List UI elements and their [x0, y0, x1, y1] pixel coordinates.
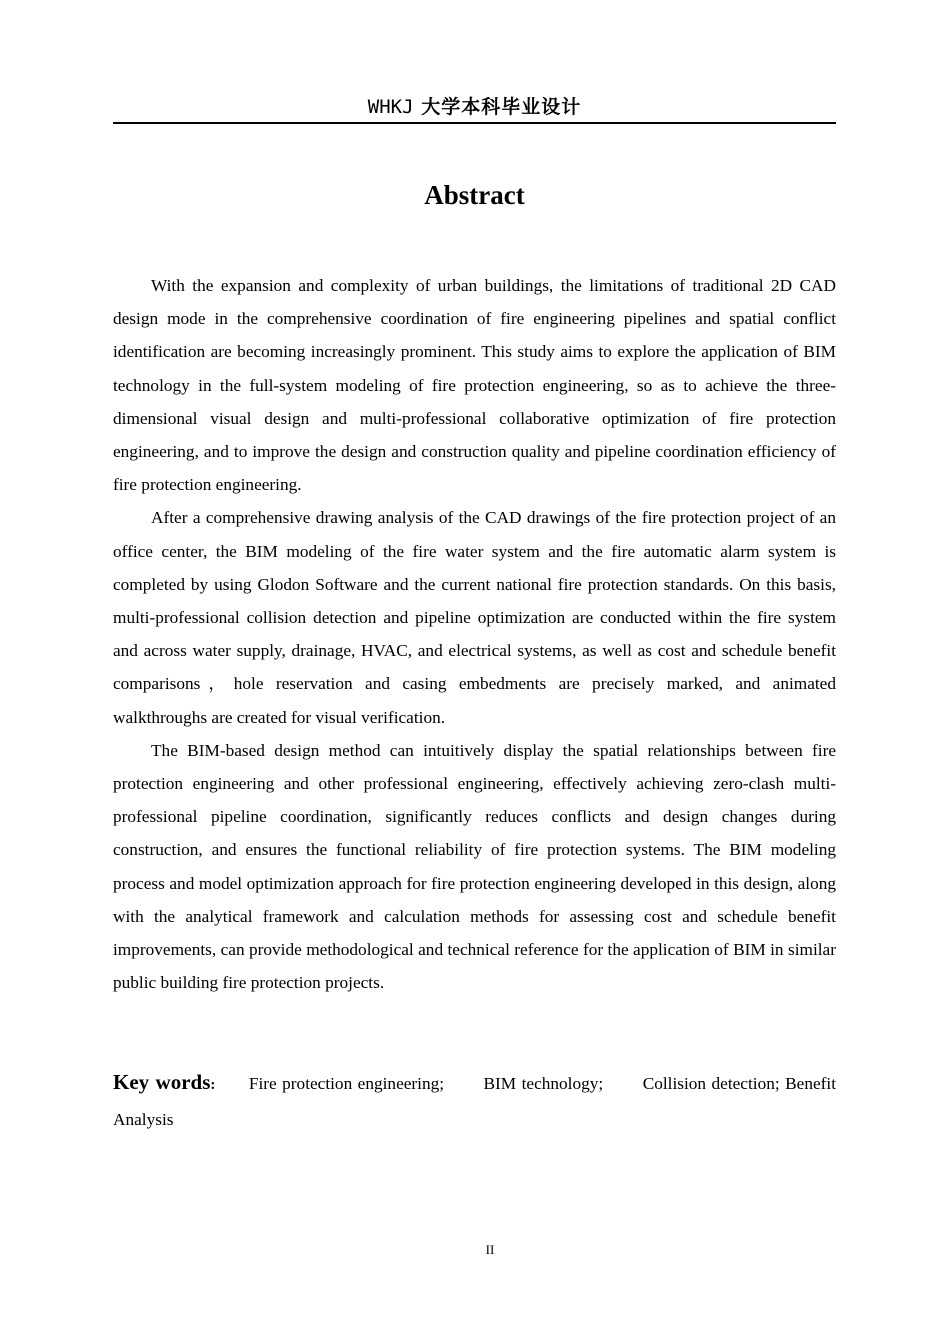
- keywords-section: [113, 1066, 836, 1136]
- page-number: II: [485, 1242, 495, 1257]
- abstract-paragraph-1: With the expansion and complexity of urban buildings, the limitations of traditional 2D CAD design mode in the comprehensive coordination of fire engineering pipelines and spatial conflict identification are becoming increasingly prominent. This study aims to explore the application of BIM technology in the full-system modeling of fire protection engineering, so as to achieve the three-dimensional visual design and multi-professional collaborative optimization of fire protection engineering, and to improve the design and construction quality and pipeline coordination efficiency of fire protection engineering.: [113, 276, 836, 495]
- keyword-item: BIM technology;: [483, 1074, 604, 1093]
- abstract-paragraph-3: The BIM-based design method can intuitively display the spatial relationships between fire protection engineering and other professional engineering, effectively achieving zero-clash multi-professional pipeline coordination, significantly reduces conflicts and design changes during construction, and ensures the functional reliability of fire protection systems. The BIM modeling process and model optimization approach for fire protection engineering developed in this design, along with the analytical framework and calculation methods for assessing cost and schedule benefit improvements, can provide methodological and technical reference for the application of BIM in similar public building fire protection projects.: [113, 740, 836, 993]
- keyword-item: Fire protection engineering;: [248, 1074, 445, 1093]
- page-header: [113, 94, 836, 124]
- keywords-label: Key words: [113, 1070, 211, 1094]
- abstract-paragraph-2: After a comprehensive drawing analysis of the CAD drawings of the fire protection project of an office center, the BIM modeling of the fire water system and the fire automatic alarm system is completed by using Glodon Software and the current national fire protection standards. On this basis, multi-professional collision detection and pipeline optimization are conducted within the fire system and across water supply, drainage, HVAC, and electrical systems, as well as cost and schedule benefit comparisons，hole reservation and casing embedments are precisely marked, and animated walkthroughs are created for visual verification.: [113, 508, 836, 727]
- header-code: WHKJ: [367, 96, 414, 118]
- keyword-item: Benefit Analysis: [113, 1074, 837, 1129]
- keywords-label-group: [113, 1070, 215, 1094]
- abstract-title: Abstract: [424, 180, 525, 210]
- keywords-colon: :: [210, 1077, 216, 1093]
- header-title: 大学本科毕业设计: [421, 96, 582, 118]
- abstract-body: [113, 269, 836, 999]
- keyword-item: Collision detection;: [642, 1074, 780, 1093]
